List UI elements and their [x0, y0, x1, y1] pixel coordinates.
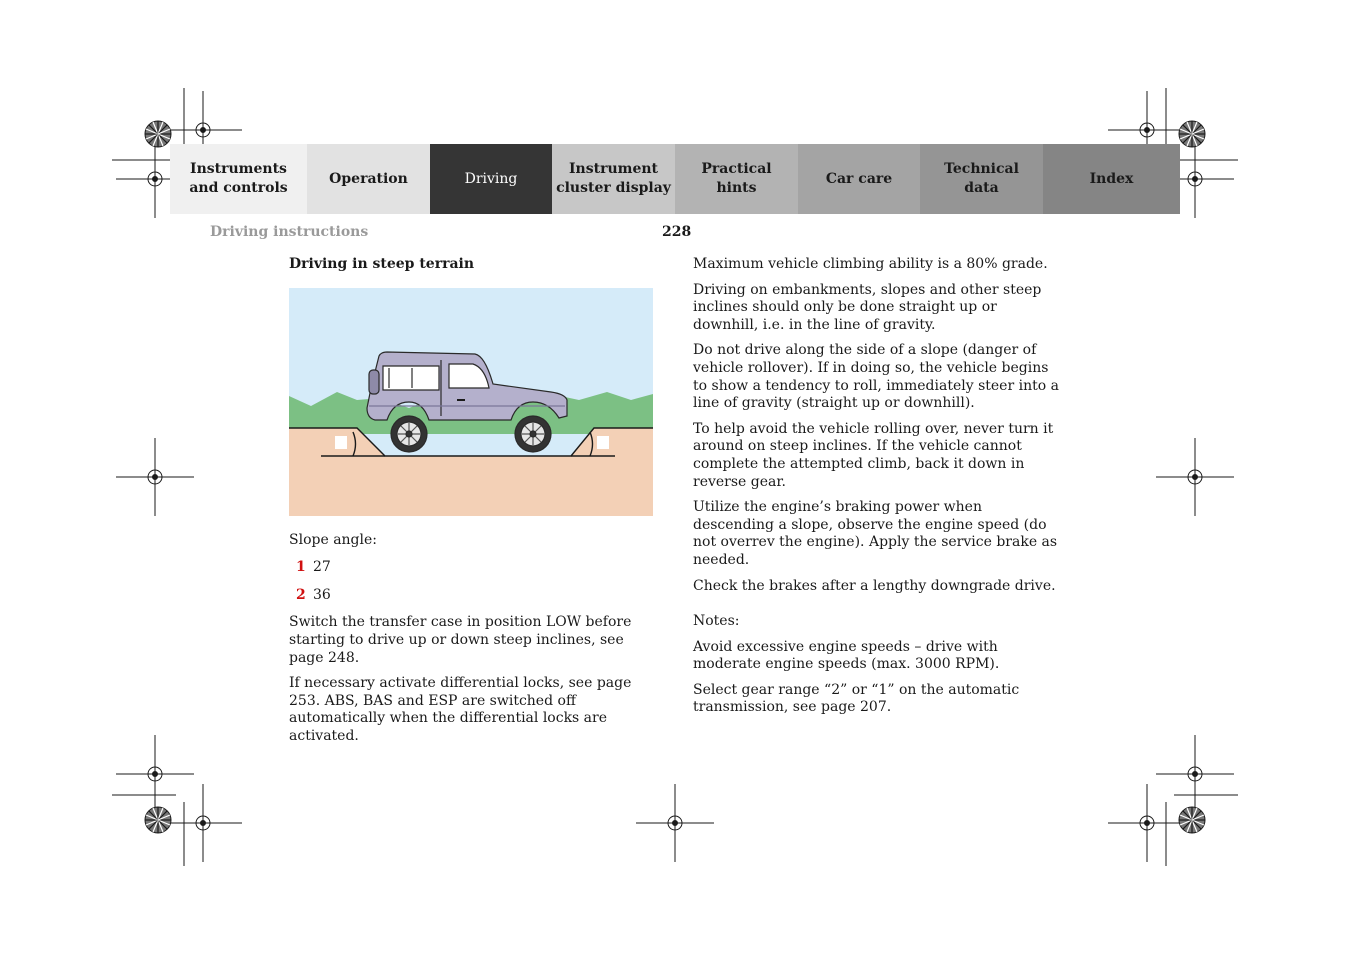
starburst-mark: [145, 807, 171, 833]
page-number: 228: [662, 224, 692, 240]
note: Avoid excessive engine speeds – drive with moderate engine speeds (max. 3000 RPM).: [693, 638, 1000, 673]
slope-angle-label: Slope angle:: [289, 531, 377, 548]
paragraph: Do not drive along the side of a slope (danger of vehicle rollover). If in doing so, the vehicle begins to show a tendency to roll, immediately steer into a line of gravity (straight up or downhill).: [693, 342, 1059, 412]
legend-number: 1: [296, 559, 306, 576]
notes-label: Notes:: [693, 613, 740, 630]
tab-instruments-and-controls[interactable]: [170, 144, 307, 214]
starburst-mark: [1179, 121, 1205, 147]
legend-value: 27: [313, 559, 331, 576]
tab-technical-data[interactable]: [920, 144, 1043, 214]
crosshair-mark: [1156, 438, 1234, 516]
paragraph: To help avoid the vehicle rolling over, never turn it around on steep inclines. If the vehicle cannot complete the attempted climb, back it down in reverse gear.: [693, 420, 1054, 490]
right-column: [693, 256, 1065, 725]
crosshair-mark: [116, 438, 194, 516]
paragraph: Utilize the engine’s braking power when descending a slope, observe the engine speed (do not overrev the engine). Apply the service brake as needed.: [693, 499, 1058, 568]
tab-operation[interactable]: [307, 144, 430, 214]
section-tab-bar: [170, 144, 1180, 214]
tab-driving[interactable]: [430, 144, 552, 214]
page-heading: Driving in steep terrain: [289, 256, 475, 272]
steep-terrain-illustration: [289, 288, 653, 516]
tab-instrument-cluster-display[interactable]: [552, 144, 675, 214]
paragraph: Switch the transfer case in position LOW before starting to drive up or down steep inclines, see page 248.: [289, 614, 632, 666]
starburst-mark: [145, 121, 171, 147]
legend-value: 36: [313, 586, 331, 603]
crosshair-mark: [636, 784, 714, 862]
legend-item: [289, 559, 659, 577]
crosshair-mark: [1156, 735, 1234, 813]
note: Select gear range “2” or “1” on the automatic transmission, see page 207.: [693, 681, 1020, 716]
section-title: Driving instructions: [210, 224, 369, 240]
legend-number: 2: [296, 586, 306, 603]
tab-label: Driving: [464, 170, 518, 187]
starburst-mark: [1179, 807, 1205, 833]
tab-label: Instruments and controls: [189, 161, 288, 196]
left-column: [289, 256, 659, 754]
crosshair-mark: [116, 735, 194, 813]
callout-1-marker: [335, 436, 347, 449]
paragraph: If necessary activate differential locks, see page 253. ABS, BAS and ESP are switched off automatically when the differential locks are activated.: [289, 675, 632, 744]
tab-label: Car care: [825, 170, 893, 187]
tab-label: Technical data: [944, 161, 1019, 196]
paragraph: Driving on embankments, slopes and other steep inclines should only be done straight up or downhill, i.e. in the line of gravity.: [693, 281, 1042, 333]
tab-car-care[interactable]: [798, 144, 920, 214]
tab-label: Practical hints: [701, 161, 772, 196]
tab-practical-hints[interactable]: [675, 144, 798, 214]
tab-label: Instrument cluster display: [556, 161, 671, 196]
tab-index[interactable]: [1043, 144, 1180, 214]
paragraph: Check the brakes after a lengthy downgrade drive.: [693, 577, 1056, 594]
legend-item: [289, 587, 659, 605]
tab-label: Operation: [329, 170, 408, 187]
crosshair-mark: [1108, 784, 1186, 862]
crosshair-mark: [164, 784, 242, 862]
tab-label: Index: [1089, 170, 1134, 187]
paragraph: Maximum vehicle climbing ability is a 80% grade.: [693, 256, 1048, 272]
callout-2-marker: [597, 436, 609, 449]
